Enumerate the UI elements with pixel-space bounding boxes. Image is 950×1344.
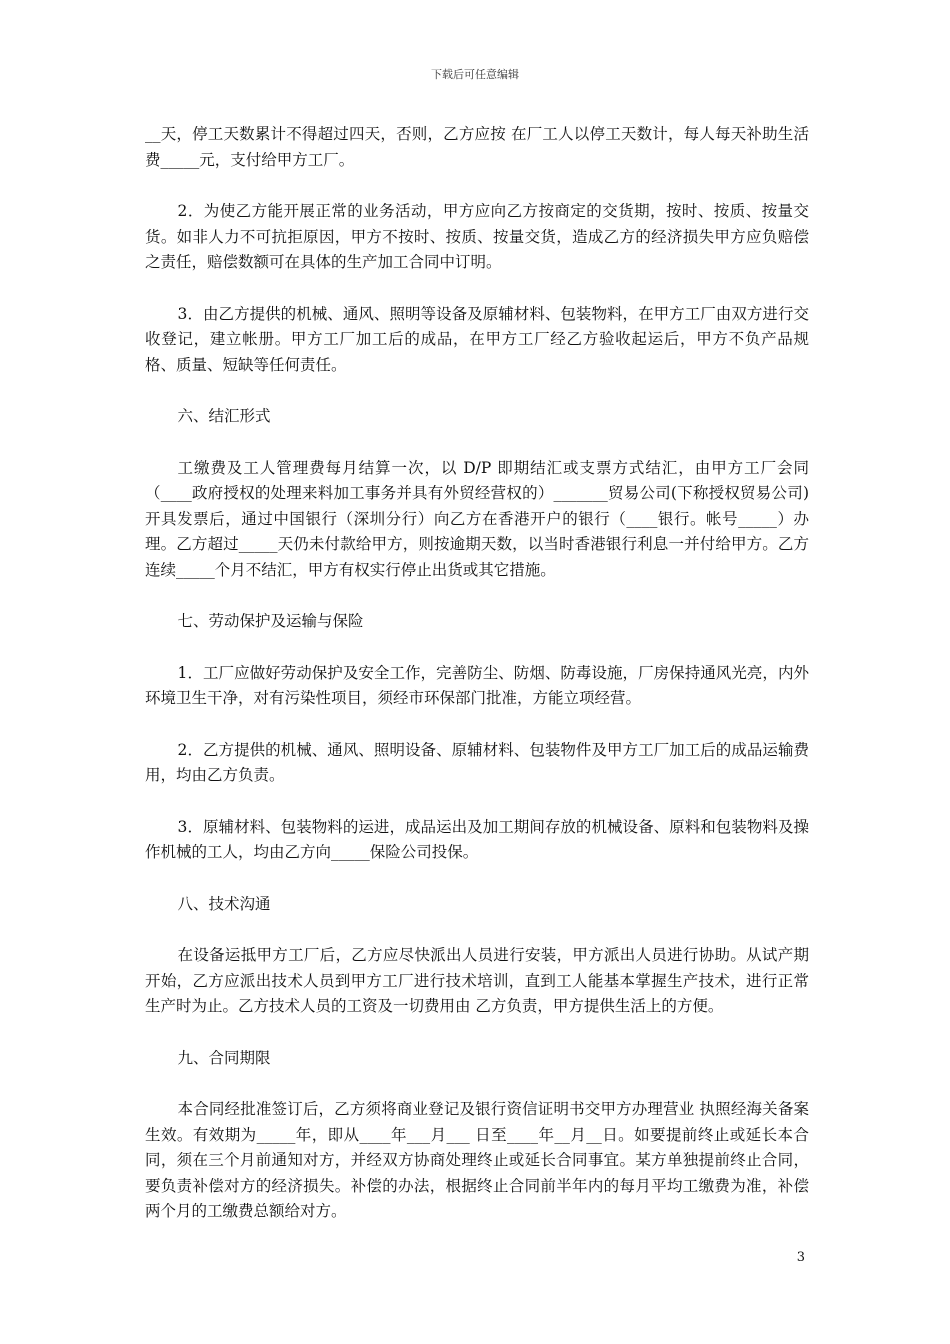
paragraph-technical-training: 在设备运抵甲方工厂后，乙方应尽快派出人员进行安装，甲方派出人员进行协助。从试产期开始，乙方应派出技术人员到甲方工厂进行技术培训，直到工人能基本掌握生产技术，进行正常生产时为止。乙方技术人员的工资及一切费用由 乙方负责，甲方提供生活上的方便。 bbox=[145, 946, 809, 1015]
page-number: 3 bbox=[796, 1250, 805, 1265]
paragraph-transport-costs: 2．乙方提供的机械、通风、照明设备、原辅材料、包装物件及甲方工厂加工后的成品运输费用，均由乙方负责。 bbox=[145, 740, 809, 784]
document-body bbox=[145, 122, 809, 1251]
page-header: 下载后可任意编辑 bbox=[431, 68, 519, 81]
section-heading-labor-protection: 七、劳动保护及运输与保险 bbox=[177, 612, 364, 630]
paragraph-contract-term: 本合同经批准签订后，乙方须将商业登记及银行资信证明书交甲方办理营业 执照经海关备案生效。有效期为_____年，即从____年___月___ 日至____年__月__日。如要提前终止或延长本合同，须在三个月前通知对方，并经双方协商处理终止或延长合同事宜。某方单独提前终止合同，要负责补偿对方的经济损失。补偿的办法，根据终止合同前半年内的每月平均工缴费为准，补偿两个月的工缴费总额给对方。 bbox=[145, 1100, 809, 1220]
paragraph-delivery-obligation: 2．为使乙方能开展正常的业务活动，甲方应向乙方按商定的交货期，按时、按质、按量交货。如非人力不可抗拒原因，甲方不按时、按质、按量交货，造成乙方的经济损失甲方应负赔偿之责任，赔偿数额可在具体的生产加工合同中订明。 bbox=[145, 202, 809, 271]
paragraph-insurance: 3．原辅材料、包装物料的运进，成品运出及加工期间存放的机械设备、原料和包装物料及操作机械的工人，均由乙方向_____保险公司投保。 bbox=[145, 817, 809, 861]
paragraph-settlement-method: 工缴费及工人管理费每月结算一次，以 D/P 即期结汇或支票方式结汇，由甲方工厂会同（____政府授权的处理来料加工事务并具有外贸经营权的）_______贸易公司(下称授权贸易公司)开具发票后，通过中国银行（深圳分行）向乙方在香港开户的银行（____银行。帐号_____）办理。乙方超过_____天仍未付款给甲方，则按逾期天数，以当时香港银行利息一并付给甲方。乙方连续_____个月不结汇，甲方有权实行停止出货或其它措施。 bbox=[145, 458, 809, 579]
paragraph-stoppage-allowance: __天，停工天数累计不得超过四天，否则，乙方应按 在厂工人以停工天数计，每人每天补助生活费_____元，支付给甲方工厂。 bbox=[145, 125, 809, 169]
section-heading-technical: 八、技术沟通 bbox=[177, 894, 271, 913]
section-heading-settlement: 六、结汇形式 bbox=[177, 407, 271, 425]
section-heading-contract-term: 九、合同期限 bbox=[177, 1048, 271, 1067]
paragraph-labor-safety: 1．工厂应做好劳动保护及安全工作，完善防尘、防烟、防毒设施，厂房保持通风光亮，内外环境卫生干净，对有污染性项目，须经市环保部门批准，方能立项经营。 bbox=[145, 663, 809, 707]
paragraph-equipment-registration: 3．由乙方提供的机械、通风、照明等设备及原辅材料、包装物料，在甲方工厂由双方进行交收登记，建立帐册。甲方工厂加工后的成品，在甲方工厂经乙方验收起运后，甲方不负产品规格、质量、短缺等任何责任。 bbox=[145, 304, 809, 374]
